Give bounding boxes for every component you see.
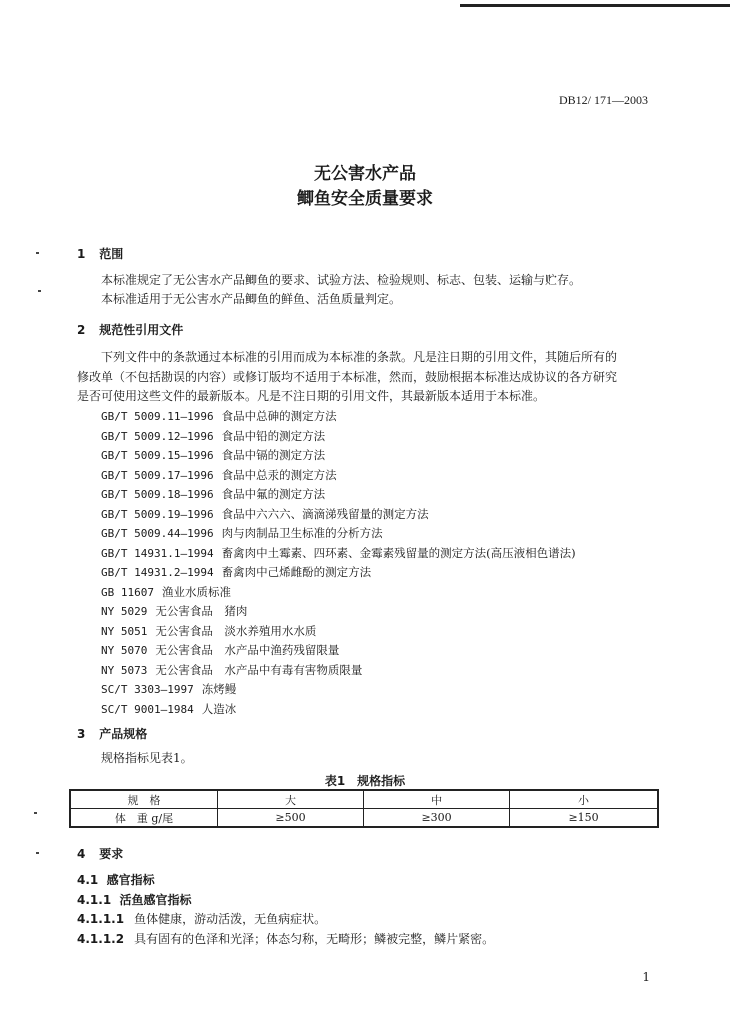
reference-code: GB/T 5009.15—1996 [101,449,214,462]
clause-title: 活鱼感官指标 [119,893,192,907]
section-1-para-2: 本标准适用于无公害水产品鲫鱼的鲜鱼、活鱼质量判定。 [101,292,402,306]
section-title: 产品规格 [99,727,148,741]
section-3-para: 规格指标见表1。 [101,751,193,765]
reference-code: GB 11607 [101,585,154,599]
reference-code: NY 5051 [101,624,148,638]
clause-number: 4.1 [77,873,99,887]
section-2-para-line-1: 下列文件中的条款通过本标准的引用而成为本标准的条款。凡是注日期的引用文件，其随后所有的 [101,350,618,364]
section-4-heading [77,845,123,862]
reference-title: 畜禽肉中土霉素、四环素、金霉素残留量的测定方法(高压液相色谱法) [221,545,576,560]
section-1-heading [77,245,123,262]
section-number: 3 [77,727,86,741]
clause-4-1-heading [77,871,155,888]
reference-code: NY 5029 [101,605,148,618]
reference-title: 渔业水质标准 [161,584,231,599]
reference-title: 冻烤鳗 [201,682,237,696]
reference-code: GB/T 5009.11—1996 [101,410,214,423]
scan-edge-line [460,4,730,7]
reference-item [101,602,576,622]
section-3-heading [77,725,147,742]
scan-speck [36,852,39,854]
table-header-cell: 小 [510,790,658,809]
section-number: 2 [77,323,86,337]
reference-title: 肉与肉制品卫生标准的分析方法 [221,526,383,540]
section-title: 要求 [99,847,124,861]
section-title: 规范性引用文件 [99,323,184,337]
section-2-heading [77,321,183,338]
reference-title: 无公害食品 水产品中有毒有害物质限量 [155,662,363,677]
spec-table [69,789,659,828]
section-number: 1 [77,247,86,261]
reference-code: NY 5070 [101,644,148,657]
clause-4-1-1-1 [77,910,326,927]
reference-title: 食品中六六六、滴滴涕残留量的测定方法 [221,506,429,521]
reference-item [101,505,576,525]
reference-list [101,407,576,719]
table-1-caption: 表1 规格指标 [324,774,406,788]
reference-item [101,446,576,466]
page-number: 1 [642,970,650,984]
reference-item [101,583,576,603]
scan-speck [36,252,39,254]
doc-number: DB12/ 171—2003 [558,93,648,107]
reference-code: GB/T 14931.2—1994 [101,566,214,579]
reference-code: SC/T 9001—1984 [101,702,194,716]
clause-number: 4.1.1 [77,893,112,907]
title-line-2: 鲫鱼安全质量要求 [297,189,433,209]
reference-code: GB/T 5009.12—1996 [101,429,214,443]
reference-code: GB/T 5009.19—1996 [101,507,214,521]
reference-item [101,661,576,681]
reference-code: GB/T 5009.18—1996 [101,488,214,501]
table-row [70,809,658,828]
table-cell: ≥150 [510,809,658,828]
table-header-row [70,790,658,809]
reference-item [101,544,576,564]
reference-title: 食品中总汞的测定方法 [221,467,337,482]
reference-title: 无公害食品 猪肉 [155,604,248,618]
clause-4-1-1-heading [77,891,192,908]
section-2-para-line-2: 修改单（不包括勘误的内容）或修订版均不适用于本标准，然而，鼓励根据本标准达成协议的各方研究 [77,370,618,384]
reference-code: SC/T 3303—1997 [101,683,194,696]
reference-item [101,641,576,661]
table-cell: 体 重 g/尾 [70,809,218,828]
reference-item [101,680,576,700]
section-2-para-line-3: 是否可使用这些文件的最新版本。凡是不注日期的引用文件，其最新版本适用于本标准。 [77,389,546,403]
scan-speck [34,812,37,814]
reference-item [101,524,576,544]
clause-text: 具有固有的色泽和光泽；体态匀称，无畸形；鳞被完整，鳞片紧密。 [134,932,495,946]
reference-title: 畜禽肉中己烯雌酚的测定方法 [221,565,372,579]
reference-title: 无公害食品 水产品中渔药残留限量 [155,643,340,657]
table-header-cell: 中 [364,790,510,809]
section-number: 4 [77,847,86,861]
section-1-para-1: 本标准规定了无公害水产品鲫鱼的要求、试验方法、检验规则、标志、包装、运输与贮存。 [101,273,582,287]
reference-item [101,407,576,427]
reference-title: 人造冰 [201,701,237,716]
clause-title: 感官指标 [106,873,155,887]
table-cell: ≥300 [364,809,510,828]
clause-4-1-1-2 [77,930,494,947]
table-header-cell: 大 [218,790,364,809]
reference-title: 无公害食品 淡水养殖用水水质 [155,623,317,638]
reference-title: 食品中氟的测定方法 [221,487,326,501]
reference-code: GB/T 5009.44—1996 [101,527,214,540]
reference-code: NY 5073 [101,663,148,677]
reference-item [101,466,576,486]
reference-code: GB/T 14931.1—1994 [101,546,214,560]
reference-item [101,563,576,583]
clause-number: 4.1.1.1 [77,912,125,926]
reference-item [101,622,576,642]
section-title: 范围 [99,247,124,261]
reference-title: 食品中镉的测定方法 [221,448,326,462]
reference-item [101,700,576,720]
reference-code: GB/T 5009.17—1996 [101,468,214,482]
reference-title: 食品中铅的测定方法 [221,428,326,443]
table-header-cell: 规 格 [70,790,218,809]
reference-item [101,427,576,447]
reference-item [101,485,576,505]
table-cell: ≥500 [218,809,364,828]
scan-speck [38,290,41,292]
clause-number: 4.1.1.2 [77,932,125,946]
clause-text: 鱼体健康，游动活泼，无鱼病症状。 [134,912,327,926]
reference-title: 食品中总砷的测定方法 [221,409,337,423]
title-line-1: 无公害水产品 [314,164,416,184]
